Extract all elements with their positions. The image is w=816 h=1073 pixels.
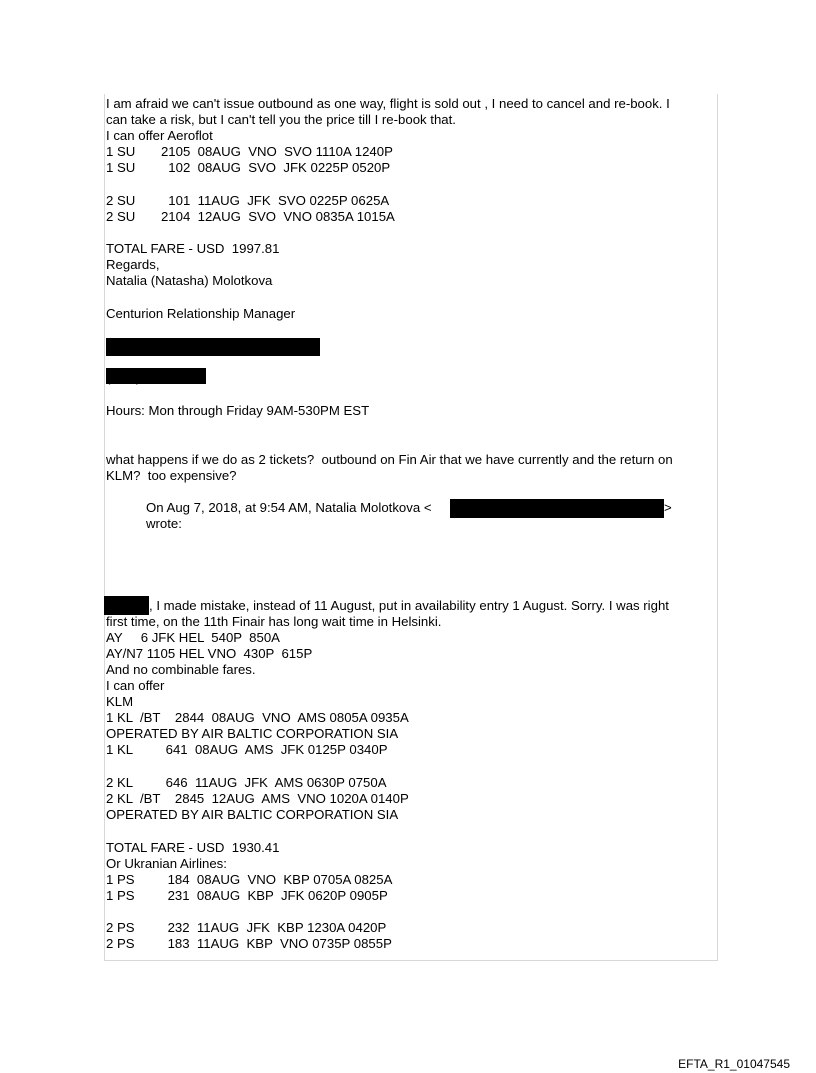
quote-header: wrote: (146, 516, 182, 531)
flight-segment: 2 KL 646 11AUG JFK AMS 0630P 0750A (106, 775, 387, 790)
text-line: what happens if we do as 2 tickets? outbound on Fin Air that we have currently and the return on (106, 452, 673, 467)
operated-by: OPERATED BY AIR BALTIC CORPORATION SIA (106, 807, 399, 822)
redaction-bar (106, 338, 320, 356)
flight-segment: 2 PS 183 11AUG KBP VNO 0735P 0855P (106, 936, 392, 951)
bates-number: EFTA_R1_01047545 (678, 1057, 790, 1071)
flight-segment: AY 6 JFK HEL 540P 850A (106, 630, 280, 645)
text-line: I am afraid we can't issue outbound as one way, flight is sold out , I need to cancel and re-book. I (106, 96, 670, 111)
redaction-bar (104, 596, 149, 615)
airline-name: KLM (106, 694, 134, 709)
text-line: first time, on the 11th Finair has long wait time in Helsinki. (106, 614, 442, 629)
flight-segment: 2 SU 2104 12AUG SVO VNO 0835A 1015A (106, 209, 395, 224)
text-line: And no combinable fares. (106, 662, 256, 677)
flight-segment: 2 KL /BT 2845 12AUG AMS VNO 1020A 0140P (106, 791, 409, 806)
text-line: Or Ukranian Airlines: (106, 856, 227, 871)
redaction-bar (106, 368, 206, 384)
total-fare: TOTAL FARE - USD 1997.81 (106, 241, 280, 256)
flight-segment: 2 SU 101 11AUG JFK SVO 0225P 0625A (106, 193, 390, 208)
quote-header: On Aug 7, 2018, at 9:54 AM, Natalia Molotkova < (146, 500, 432, 515)
flight-segment: 1 SU 2105 08AUG VNO SVO 1110A 1240P (106, 144, 393, 159)
text-line: , I made mistake, instead of 11 August, put in availability entry 1 August. Sorry. I was right (149, 598, 669, 613)
text-line: KLM? too expensive? (106, 468, 237, 483)
text-line: I can offer Aeroflot (106, 128, 213, 143)
flight-segment: 1 PS 231 08AUG KBP JFK 0620P 0905P (106, 888, 388, 903)
total-fare: TOTAL FARE - USD 1930.41 (106, 840, 280, 855)
office-hours: Hours: Mon through Friday 9AM-530PM EST (106, 403, 370, 418)
sender-title: Centurion Relationship Manager (106, 306, 296, 321)
operated-by: OPERATED BY AIR BALTIC CORPORATION SIA (106, 726, 399, 741)
text-line: Regards, (106, 257, 160, 272)
sender-name: Natalia (Natasha) Molotkova (106, 273, 273, 288)
flight-segment: 2 PS 232 11AUG JFK KBP 1230A 0420P (106, 920, 387, 935)
flight-segment: 1 KL 641 08AUG AMS JFK 0125P 0340P (106, 742, 388, 757)
quote-header-end: > (664, 500, 672, 515)
text-line: I can offer (106, 678, 165, 693)
text-line: can take a risk, but I can't tell you the price till I re-book that. (106, 112, 456, 127)
flight-segment: 1 SU 102 08AUG SVO JFK 0225P 0520P (106, 160, 391, 175)
flight-segment: 1 PS 184 08AUG VNO KBP 0705A 0825A (106, 872, 393, 887)
flight-segment: AY/N7 1105 HEL VNO 430P 615P (106, 646, 313, 661)
redaction-bar (450, 499, 664, 518)
flight-segment: 1 KL /BT 2844 08AUG VNO AMS 0805A 0935A (106, 710, 409, 725)
